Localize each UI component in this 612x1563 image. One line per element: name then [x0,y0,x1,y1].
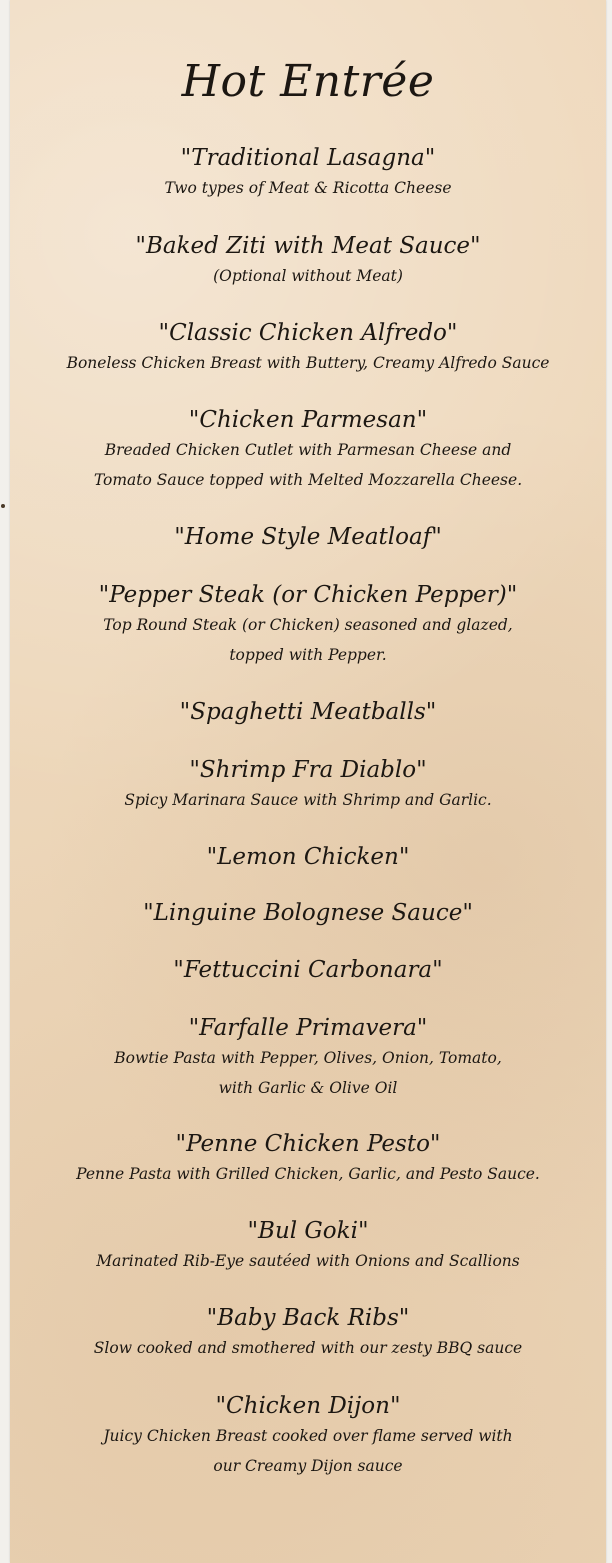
menu-card [10,0,606,1563]
menu-item [10,842,606,872]
menu-item [10,755,606,815]
menu-item [10,697,606,727]
menu-item [10,898,606,928]
menu-item [10,405,606,495]
menu-item [10,1216,606,1276]
item-description: topped with Pepper. [229,646,387,664]
item-name: "Farfalle Primavera" [188,1015,428,1041]
item-description: Tomato Sauce topped with Melted Mozzarella Cheese. [93,471,523,489]
item-description: Two types of Meat & Ricotta Cheese [164,179,452,197]
item-description: Breaded Chicken Cutlet with Parmesan Cheese and [104,441,512,459]
item-name: "Chicken Parmesan" [188,407,428,433]
menu-item [10,231,606,291]
item-description: Marinated Rib-Eye sautéed with Onions and Scallions [96,1252,520,1270]
menu-item [10,580,606,670]
menu-item [10,522,606,552]
menu-item [10,1129,606,1189]
item-description: Juicy Chicken Breast cooked over flame served with [103,1427,513,1445]
item-name: "Shrimp Fra Diablo" [189,757,427,783]
item-name: "Fettuccini Carbonara" [173,957,443,983]
item-name: "Spaghetti Meatballs" [179,699,437,725]
item-name: "Penne Chicken Pesto" [175,1131,441,1157]
item-name: "Bul Goki" [247,1218,369,1244]
item-description: Top Round Steak (or Chicken) seasoned and glazed, [103,616,513,634]
item-name: "Classic Chicken Alfredo" [158,320,458,346]
item-name: "Baked Ziti with Meat Sauce" [135,233,481,259]
menu-item [10,143,606,203]
item-name: "Pepper Steak (or Chicken Pepper)" [98,582,518,608]
item-name: "Baby Back Ribs" [206,1305,410,1331]
item-name: "Home Style Meatloaf" [174,524,442,550]
item-description: Bowtie Pasta with Pepper, Olives, Onion, Tomato, [114,1049,502,1067]
menu-item [10,1391,606,1481]
menu-item [10,1303,606,1363]
item-description: Spicy Marinara Sauce with Shrimp and Garlic. [124,791,492,809]
item-description: Boneless Chicken Breast with Buttery, Creamy Alfredo Sauce [66,354,550,372]
item-description: Penne Pasta with Grilled Chicken, Garlic, and Pesto Sauce. [76,1165,540,1183]
item-name: "Lemon Chicken" [206,844,410,870]
menu-item [10,1013,606,1103]
item-name: "Chicken Dijon" [215,1393,401,1419]
item-description: (Optional without Meat) [213,267,403,285]
item-name: "Traditional Lasagna" [180,145,436,171]
item-description: with Garlic & Olive Oil [218,1079,398,1097]
menu-item [10,955,606,985]
menu-item [10,318,606,378]
paper-speck [1,504,5,508]
item-description: our Creamy Dijon sauce [213,1457,403,1475]
menu-title: Hot Entrée [181,56,435,107]
item-name: "Linguine Bolognese Sauce" [143,900,473,926]
item-description: Slow cooked and smothered with our zesty BBQ sauce [93,1339,523,1357]
